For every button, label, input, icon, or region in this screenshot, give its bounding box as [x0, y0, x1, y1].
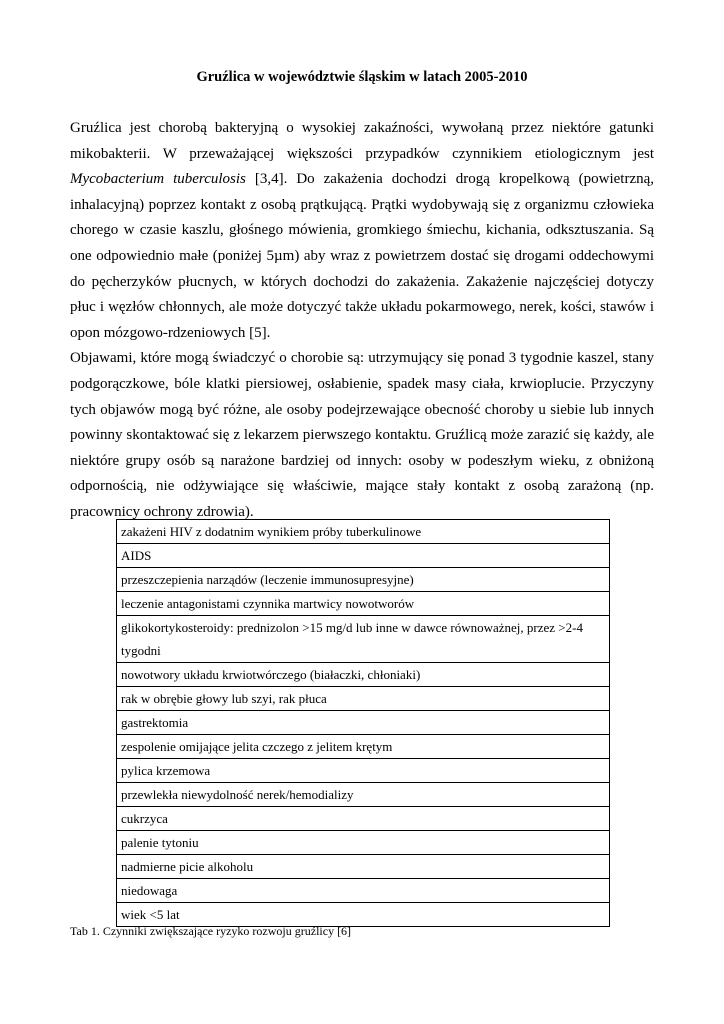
document-title: Gruźlica w województwie śląskim w latach 2005-2010 [196, 69, 528, 85]
paragraph-1-text-a: Gruźlica jest chorobą bakteryjną o wysokiej zakaźności, wywołaną przez niektóre gatunki mikobakterii. W przeważającej większości przypadków czynnikiem etiologicznym jest [70, 120, 654, 162]
table-row [117, 616, 610, 663]
table-cell: przeszczepienia narządów (leczenie immunosupresyjne) [117, 568, 610, 592]
table-row [117, 831, 610, 855]
paragraph-1 [70, 116, 654, 346]
table-row [117, 544, 610, 568]
table-cell: zakażeni HIV z dodatnim wynikiem próby tuberkulinowe [117, 520, 610, 544]
table-cell: pylica krzemowa [117, 759, 610, 783]
table-row [117, 592, 610, 616]
table-cell: nowotwory układu krwiotwórczego (białaczki, chłoniaki) [117, 663, 610, 687]
table-cell: leczenie antagonistami czynnika martwicy nowotworów [117, 592, 610, 616]
table-cell: cukrzyca [117, 807, 610, 831]
table-cell: wiek <5 lat [117, 903, 610, 927]
paragraph-2: Objawami, które mogą świadczyć o chorobie są: utrzymujący się ponad 3 tygodnie kaszel, stany podgorączkowe, bóle klatki piersiowej, osłabienie, spadek masy ciała, krwioplucie. Przyczyny tych objawów mogą być różne, ale osoby podejrzewające obecność choroby u siebie lub innych powinny skontaktować się z lekarzem pierwszego kontaktu. Gruźlicą może zarazić się każdy, ale niektóre grupy osób są narażone bardziej od innych: osoby w podeszłym wieku, z obniżoną odpornością, nie odżywiające się właściwie, mające stały kontakt z osobą zarażoną (np. pracownicy ochrony zdrowia). [70, 350, 654, 520]
table-row [117, 783, 610, 807]
table-row [117, 735, 610, 759]
table-cell: przewlekła niewydolność nerek/hemodializy [117, 783, 610, 807]
table-cell: rak w obrębie głowy lub szyi, rak płuca [117, 687, 610, 711]
table-row [117, 855, 610, 879]
body-text [70, 116, 654, 526]
table-row [117, 663, 610, 687]
table-cell: glikokortykosteroidy: prednizolon >15 mg/d lub inne w dawce równoważnej, przez >2-4 tygodni [117, 616, 610, 663]
table-cell: palenie tytoniu [117, 831, 610, 855]
table-row [117, 807, 610, 831]
table-row [117, 879, 610, 903]
risk-factors-table [116, 519, 610, 927]
table-row [117, 520, 610, 544]
paragraph-1-text-b: [3,4]. Do zakażenia dochodzi drogą kropelkową (powietrzną, inhalacyjną) poprzez kontakt z osobą prątkującą. Prątki wydobywają się z organizmu człowieka chorego w czasie kaszlu, głośnego mówienia, gromkiego śmiechu, kichania, odksztuszania. Są one odpowiednio małe (poniżej 5µm) aby wraz z powietrzem dostać się drogami oddechowymi do pęcherzyków płucnych, w których dochodzi do zakażenia. Zakażenie najczęściej dotyczy płuc i węzłów chłonnych, ale może dotyczyć także układu pokarmowego, nerek, kości, stawów i opon mózgowo-rdzeniowych [5]. [70, 171, 655, 341]
paragraph-1-species-name: Mycobacterium tuberculosis [70, 171, 246, 188]
table-cell: gastrektomia [117, 711, 610, 735]
table-row [117, 903, 610, 927]
table-cell: AIDS [117, 544, 610, 568]
table-row [117, 568, 610, 592]
table-row [117, 759, 610, 783]
table-row [117, 687, 610, 711]
table-row [117, 711, 610, 735]
table-cell: zespolenie omijające jelita czczego z jelitem krętym [117, 735, 610, 759]
table-cell: nadmierne picie alkoholu [117, 855, 610, 879]
table-caption: Tab 1. Czynniki zwiększające ryzyko rozwoju gruźlicy [6] [70, 924, 352, 938]
table-cell: niedowaga [117, 879, 610, 903]
